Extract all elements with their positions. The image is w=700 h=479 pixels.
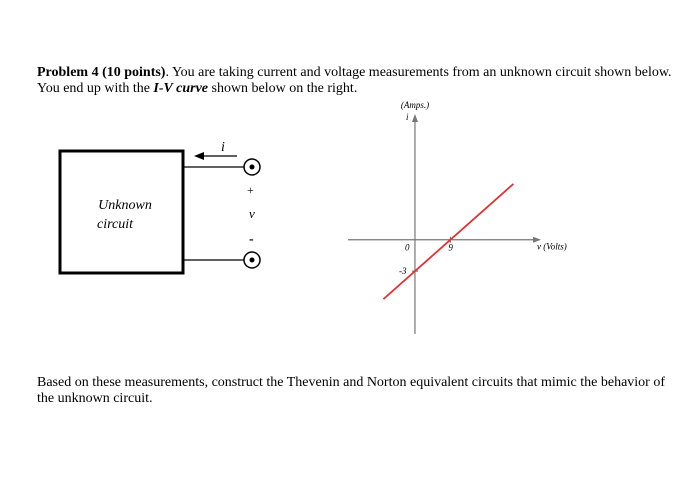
- bottom-terminal: [244, 252, 260, 268]
- problem-text-1: . You are taking current and voltage measurements from an unknown circuit shown below. You end up with the: [37, 65, 672, 96]
- iv-series-line: [383, 184, 513, 299]
- closing-instruction: Based on these measurements, construct the Thevenin and Norton equivalent circuits that mimic the behavior of the unknown circuit.: [37, 375, 666, 406]
- y-axis-arrow: [412, 114, 418, 122]
- x-axis-label: v (Volts): [537, 241, 567, 252]
- y-tick-label-neg3: -3: [398, 266, 407, 277]
- iv-chart: [348, 100, 567, 334]
- y-axis-label: i: [405, 112, 409, 122]
- y-axis-unit-label: (Amps.): [400, 100, 430, 110]
- plus-sign: +: [247, 183, 254, 197]
- problem-heading: Problem 4 (10 points): [37, 65, 166, 80]
- box-label-line1: Unknown: [98, 198, 152, 213]
- top-terminal: [244, 159, 260, 175]
- current-arrow: [194, 152, 237, 160]
- box-label-line2: circuit: [96, 217, 134, 232]
- iv-curve-term: I-V curve: [153, 81, 208, 96]
- problem-text-2: shown below on the right.: [208, 81, 358, 96]
- voltage-label: v: [249, 206, 255, 221]
- current-label: i: [221, 140, 225, 155]
- origin-label: 0: [404, 242, 410, 253]
- x-tick-label-9: 9: [448, 242, 453, 253]
- minus-sign: -: [249, 232, 254, 247]
- circuit-diagram: [60, 140, 260, 273]
